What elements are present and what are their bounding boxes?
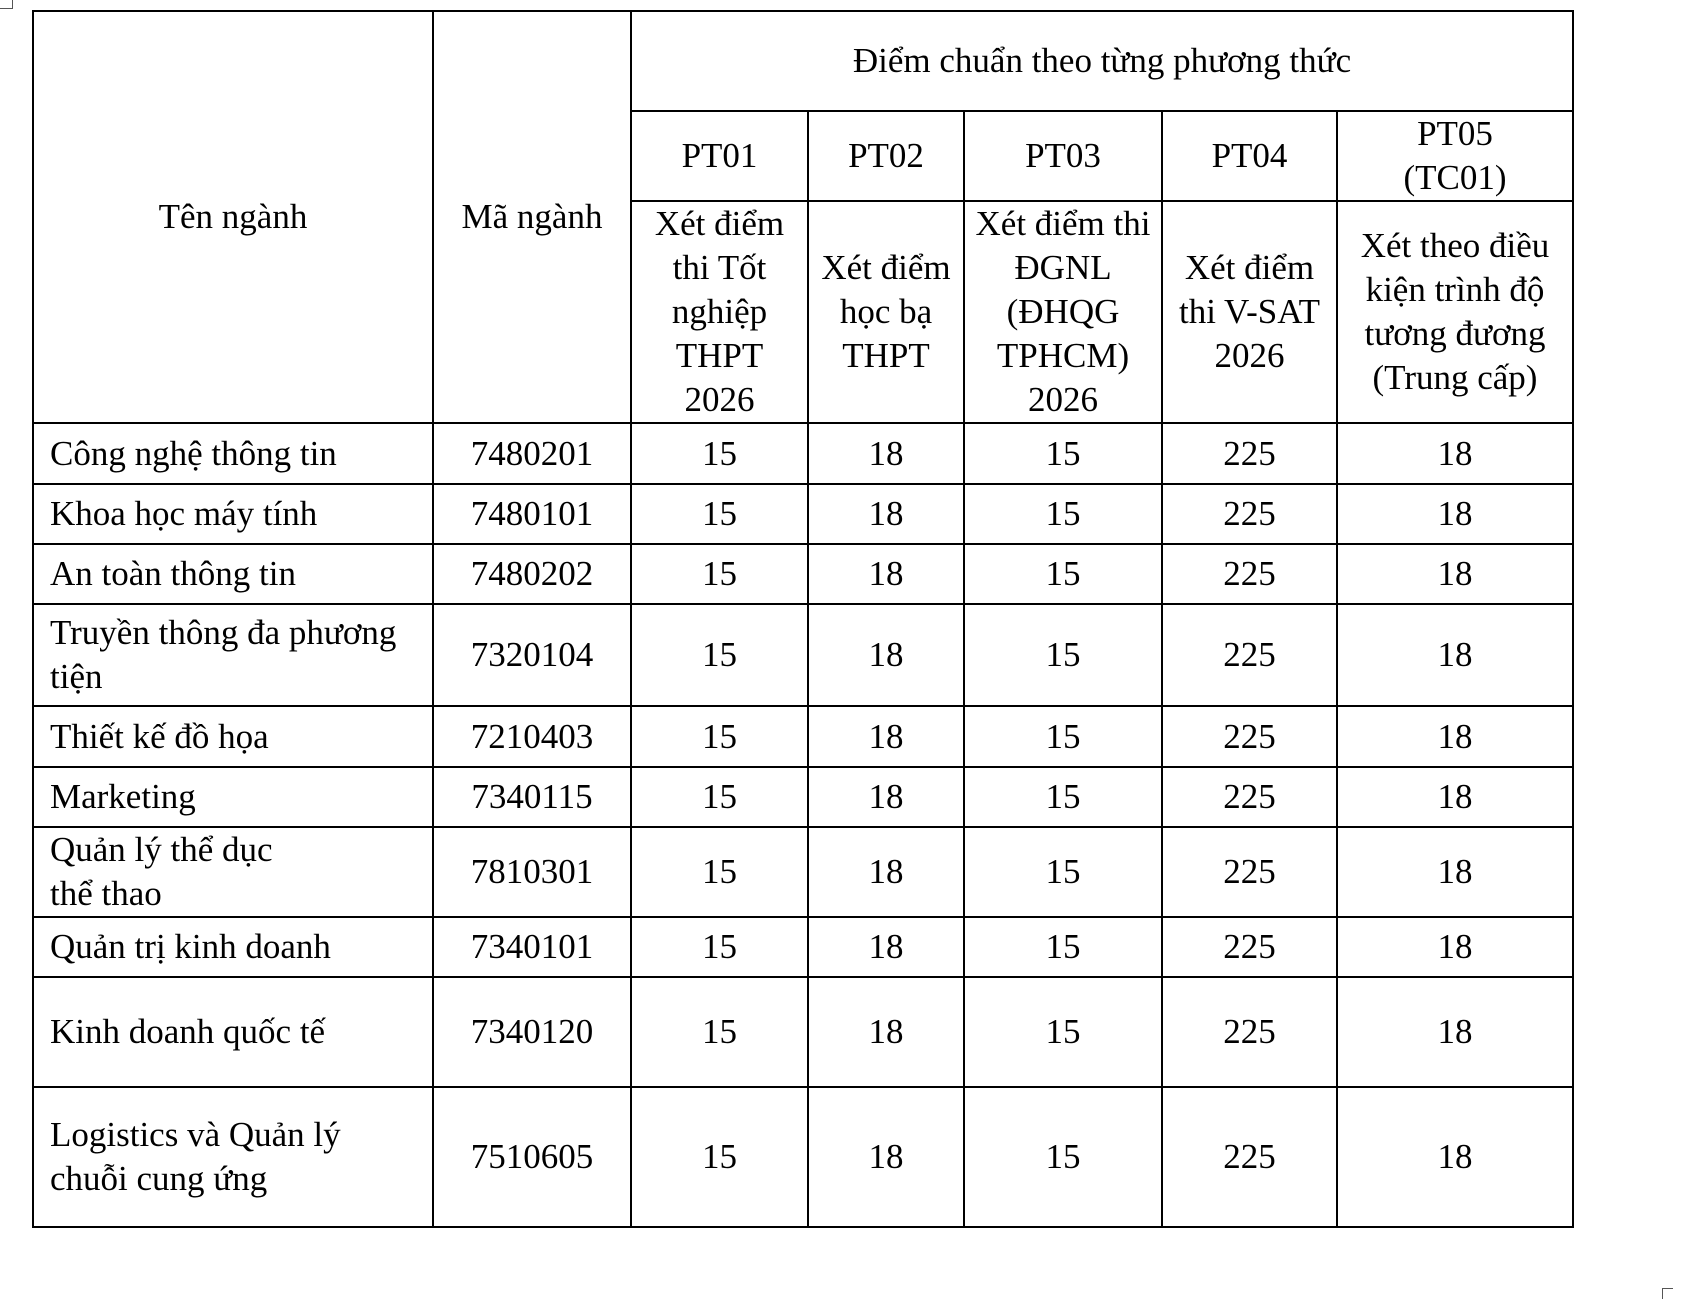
header-group-title: Điểm chuẩn theo từng phương thức bbox=[631, 11, 1573, 111]
header-major-name: Tên ngành bbox=[33, 11, 433, 423]
header-method-desc: Xét điểm thi ĐGNL (ĐHQG TPHCM) 2026 bbox=[964, 201, 1162, 423]
score-cell-pt02: 18 bbox=[808, 1087, 964, 1227]
score-cell-pt05: 18 bbox=[1337, 544, 1573, 604]
header-method-code bbox=[631, 111, 808, 201]
table-row bbox=[33, 917, 1573, 977]
major-name-cell: Logistics và Quản lý chuỗi cung ứng bbox=[33, 1087, 433, 1227]
header-method-code bbox=[1337, 111, 1573, 201]
table-row bbox=[33, 767, 1573, 827]
table-row bbox=[33, 604, 1573, 706]
score-cell-pt04: 225 bbox=[1162, 1087, 1337, 1227]
score-cell-pt01: 15 bbox=[631, 767, 808, 827]
score-cell-pt02: 18 bbox=[808, 827, 964, 917]
score-cell-pt03: 15 bbox=[964, 604, 1162, 706]
score-cell-pt03: 15 bbox=[964, 767, 1162, 827]
score-cell-pt01: 15 bbox=[631, 977, 808, 1087]
major-code-cell: 7340101 bbox=[433, 917, 631, 977]
score-cell-pt01: 15 bbox=[631, 484, 808, 544]
major-name-cell: Thiết kế đồ họa bbox=[33, 706, 433, 767]
method-code-label: PT01 bbox=[681, 136, 758, 175]
header-method-desc: Xét điểm thi V-SAT 2026 bbox=[1162, 201, 1337, 423]
major-code-cell: 7320104 bbox=[433, 604, 631, 706]
score-cell-pt01: 15 bbox=[631, 827, 808, 917]
table-move-handle[interactable] bbox=[0, 0, 13, 9]
header-method-desc: Xét điểm thi Tốt nghiệp THPT 2026 bbox=[631, 201, 808, 423]
header-method-code bbox=[1162, 111, 1337, 201]
score-cell-pt05: 18 bbox=[1337, 1087, 1573, 1227]
method-code-label: PT04 bbox=[1211, 136, 1288, 175]
score-cell-pt04: 225 bbox=[1162, 767, 1337, 827]
score-cell-pt05: 18 bbox=[1337, 706, 1573, 767]
major-name-cell: Công nghệ thông tin bbox=[33, 423, 433, 484]
score-cell-pt04: 225 bbox=[1162, 917, 1337, 977]
score-cell-pt02: 18 bbox=[808, 706, 964, 767]
score-cell-pt05: 18 bbox=[1337, 827, 1573, 917]
major-code-cell: 7340115 bbox=[433, 767, 631, 827]
score-cell-pt03: 15 bbox=[964, 484, 1162, 544]
major-name-cell: Marketing bbox=[33, 767, 433, 827]
major-name-cell: Khoa học máy tính bbox=[33, 484, 433, 544]
header-method-code bbox=[808, 111, 964, 201]
header-method-desc: Xét điểm học bạ THPT bbox=[808, 201, 964, 423]
major-code-cell: 7340120 bbox=[433, 977, 631, 1087]
score-cell-pt01: 15 bbox=[631, 706, 808, 767]
score-cell-pt05: 18 bbox=[1337, 917, 1573, 977]
table-resize-handle[interactable] bbox=[1662, 1288, 1673, 1299]
score-cell-pt05: 18 bbox=[1337, 423, 1573, 484]
table-row bbox=[33, 977, 1573, 1087]
header-major-code: Mã ngành bbox=[433, 11, 631, 423]
score-table-container bbox=[32, 10, 1574, 1228]
score-cell-pt01: 15 bbox=[631, 1087, 808, 1227]
score-cell-pt03: 15 bbox=[964, 977, 1162, 1087]
score-cell-pt04: 225 bbox=[1162, 544, 1337, 604]
major-code-cell: 7510605 bbox=[433, 1087, 631, 1227]
score-cell-pt04: 225 bbox=[1162, 484, 1337, 544]
score-cell-pt02: 18 bbox=[808, 977, 964, 1087]
score-cell-pt01: 15 bbox=[631, 604, 808, 706]
major-code-cell: 7210403 bbox=[433, 706, 631, 767]
score-cell-pt05: 18 bbox=[1337, 767, 1573, 827]
score-cell-pt02: 18 bbox=[808, 604, 964, 706]
table-row bbox=[33, 423, 1573, 484]
major-code-cell: 7480202 bbox=[433, 544, 631, 604]
score-cell-pt04: 225 bbox=[1162, 423, 1337, 484]
table-row bbox=[33, 827, 1573, 917]
major-name-cell: An toàn thông tin bbox=[33, 544, 433, 604]
score-cell-pt04: 225 bbox=[1162, 977, 1337, 1087]
header-method-desc: Xét theo điều kiện trình độ tương đương (Trung cấp) bbox=[1337, 201, 1573, 423]
score-cell-pt03: 15 bbox=[964, 544, 1162, 604]
major-name-cell: Quản trị kinh doanh bbox=[33, 917, 433, 977]
score-cell-pt03: 15 bbox=[964, 1087, 1162, 1227]
score-cell-pt01: 15 bbox=[631, 917, 808, 977]
major-name-cell: Truyền thông đa phương tiện bbox=[33, 604, 433, 706]
score-cell-pt03: 15 bbox=[964, 827, 1162, 917]
score-cell-pt02: 18 bbox=[808, 423, 964, 484]
major-code-cell: 7480201 bbox=[433, 423, 631, 484]
score-cell-pt01: 15 bbox=[631, 544, 808, 604]
score-cell-pt03: 15 bbox=[964, 423, 1162, 484]
score-cell-pt03: 15 bbox=[964, 706, 1162, 767]
method-code-label: PT05 bbox=[1417, 114, 1493, 153]
header-method-code bbox=[964, 111, 1162, 201]
score-cell-pt05: 18 bbox=[1337, 977, 1573, 1087]
method-code-label: PT02 bbox=[848, 136, 924, 175]
method-code-sub-label: (TC01) bbox=[1403, 158, 1507, 197]
score-cell-pt03: 15 bbox=[964, 917, 1162, 977]
score-cell-pt05: 18 bbox=[1337, 604, 1573, 706]
table-row bbox=[33, 706, 1573, 767]
table-row bbox=[33, 1087, 1573, 1227]
table-row bbox=[33, 544, 1573, 604]
score-cell-pt04: 225 bbox=[1162, 604, 1337, 706]
score-cell-pt02: 18 bbox=[808, 767, 964, 827]
score-cell-pt02: 18 bbox=[808, 917, 964, 977]
major-code-cell: 7810301 bbox=[433, 827, 631, 917]
score-cell-pt02: 18 bbox=[808, 484, 964, 544]
major-name-cell: Kinh doanh quốc tế bbox=[33, 977, 433, 1087]
score-cell-pt04: 225 bbox=[1162, 827, 1337, 917]
major-code-cell: 7480101 bbox=[433, 484, 631, 544]
table-row bbox=[33, 484, 1573, 544]
score-cell-pt02: 18 bbox=[808, 544, 964, 604]
score-cell-pt05: 18 bbox=[1337, 484, 1573, 544]
score-cell-pt04: 225 bbox=[1162, 706, 1337, 767]
score-cell-pt01: 15 bbox=[631, 423, 808, 484]
method-code-label: PT03 bbox=[1025, 136, 1101, 175]
score-table bbox=[32, 10, 1574, 1228]
major-name-cell: Quản lý thể dục thể thao bbox=[33, 827, 433, 917]
